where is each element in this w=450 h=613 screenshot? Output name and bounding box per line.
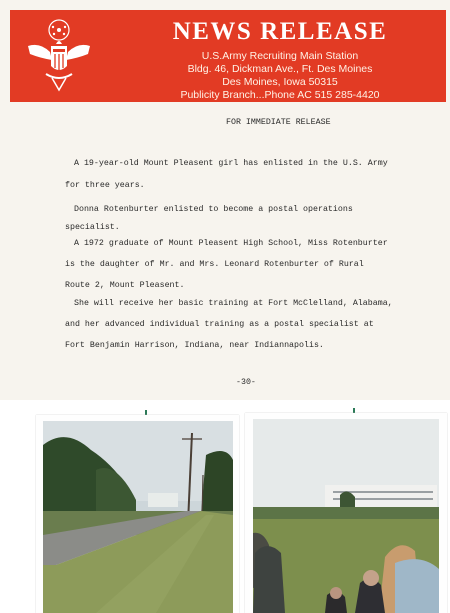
paragraph-4-line-1: She will receive her basic training at Fort McClelland, Alabama, [74, 299, 393, 308]
station-phone: Publicity Branch...Phone AC 515 285-4420 [180, 89, 380, 101]
paragraph-3-line-1: A 1972 graduate of Mount Pleasent High School, Miss Rotenburter [74, 239, 388, 248]
station-city: Des Moines, Iowa 50315 [222, 76, 338, 88]
paragraph-4-line-3: Fort Benjamin Harrison, Indiana, near Indiannapolis. [65, 341, 324, 350]
news-release-banner [10, 10, 446, 102]
paragraph-4-line-2: and her advanced individual training as a postal specialist at [65, 320, 374, 329]
paragraph-3-line-2: is the daughter of Mr. and Mrs. Leonard Rotenburter of Rural [65, 260, 364, 269]
photo-road-scene [36, 415, 239, 613]
paragraph-2-line-1: Donna Rotenburter enlisted to become a postal operations [74, 205, 353, 214]
paragraph-2-line-2: specialist. [65, 223, 120, 232]
paragraph-1-line-1: A 19-year-old Mount Pleasent girl has enlisted in the U.S. Army [74, 159, 388, 168]
station-address: Bldg. 46, Dickman Ave., Ft. Des Moines [187, 63, 373, 75]
news-release-title: NEWS RELEASE [172, 18, 388, 45]
end-mark: -30- [236, 378, 256, 387]
release-heading: FOR IMMEDIATE RELEASE [226, 118, 331, 127]
paragraph-1-line-2: for three years. [65, 181, 145, 190]
photo-field-scene [245, 413, 447, 613]
paragraph-3-line-3: Route 2, Mount Pleasent. [65, 281, 185, 290]
eagle-seal-icon [26, 16, 92, 96]
station-name: U.S.Army Recruiting Main Station [201, 50, 359, 62]
